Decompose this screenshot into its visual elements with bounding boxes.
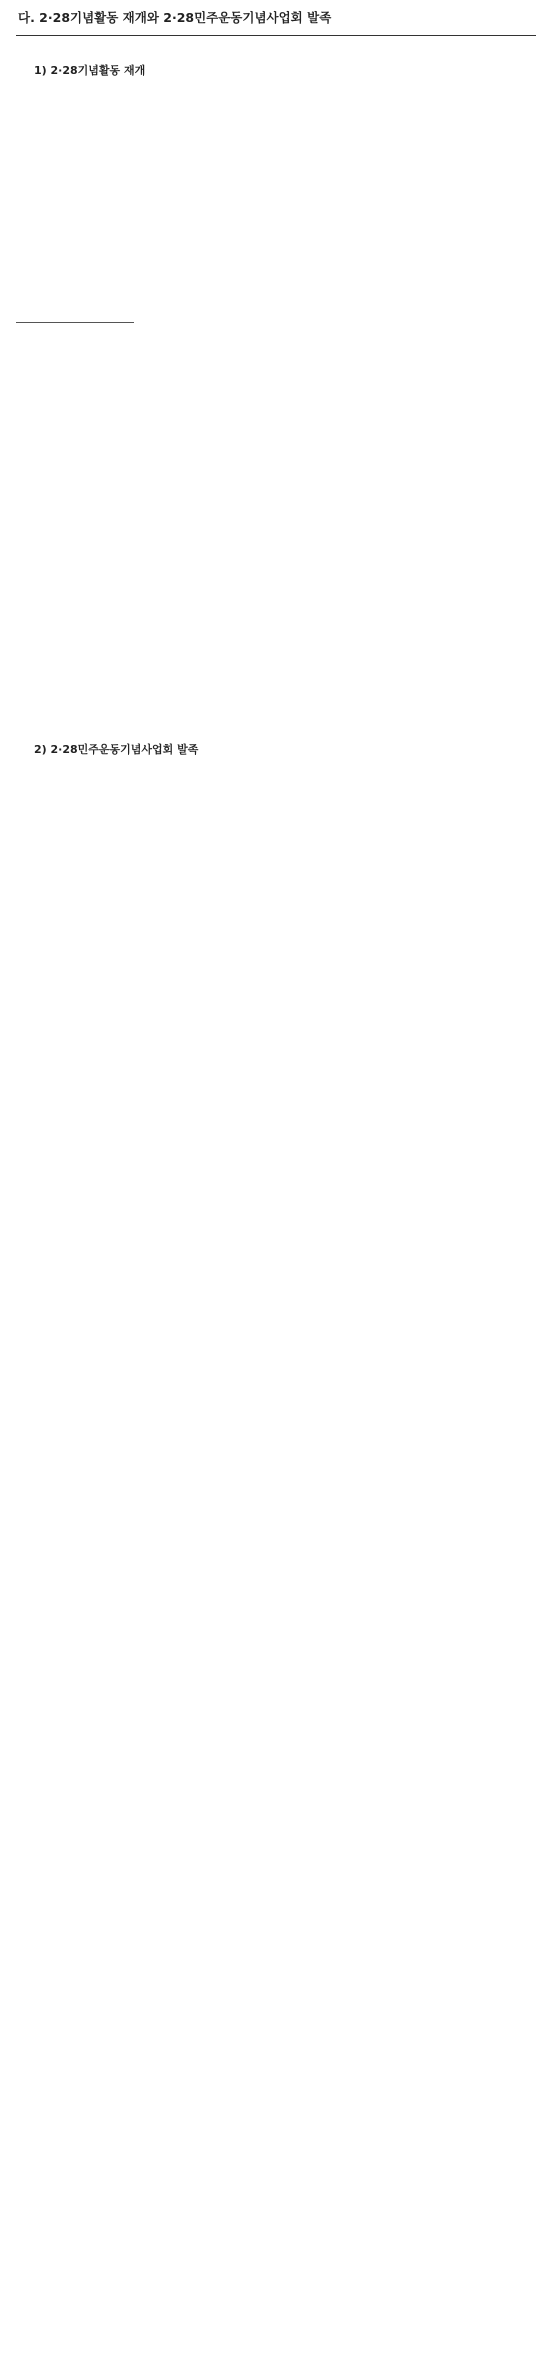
section-heading: 1) 2·28기념활동 재개 <box>34 64 146 77</box>
footnote <box>16 343 134 357</box>
paragraph <box>16 208 536 284</box>
section-2 <box>16 741 536 2081</box>
paragraph <box>16 2005 536 2081</box>
paragraph <box>16 1348 536 1443</box>
paragraph <box>16 1510 536 1605</box>
paragraph <box>16 289 536 308</box>
section-heading: 2) 2·28민주운동기념사업회 발족 <box>34 743 199 756</box>
paragraph <box>16 1448 536 1505</box>
paragraph <box>16 84 536 141</box>
paragraph <box>16 977 536 1224</box>
paragraph <box>16 387 536 539</box>
section-gap <box>16 715 536 741</box>
paragraph <box>16 1610 536 1724</box>
footnotes <box>16 322 134 357</box>
footnote <box>16 329 134 343</box>
paragraph <box>16 1729 536 1824</box>
paragraph <box>16 577 536 710</box>
paragraph <box>16 146 536 203</box>
paragraph <box>16 1229 536 1343</box>
paragraph <box>16 763 536 972</box>
paragraph <box>16 1829 536 2000</box>
page-title: 다. 2·28기념활동 재개와 2·28민주운동기념사업회 발족 <box>16 0 536 36</box>
page-break <box>16 357 536 387</box>
section-1 <box>16 62 536 308</box>
continuation <box>16 387 536 710</box>
